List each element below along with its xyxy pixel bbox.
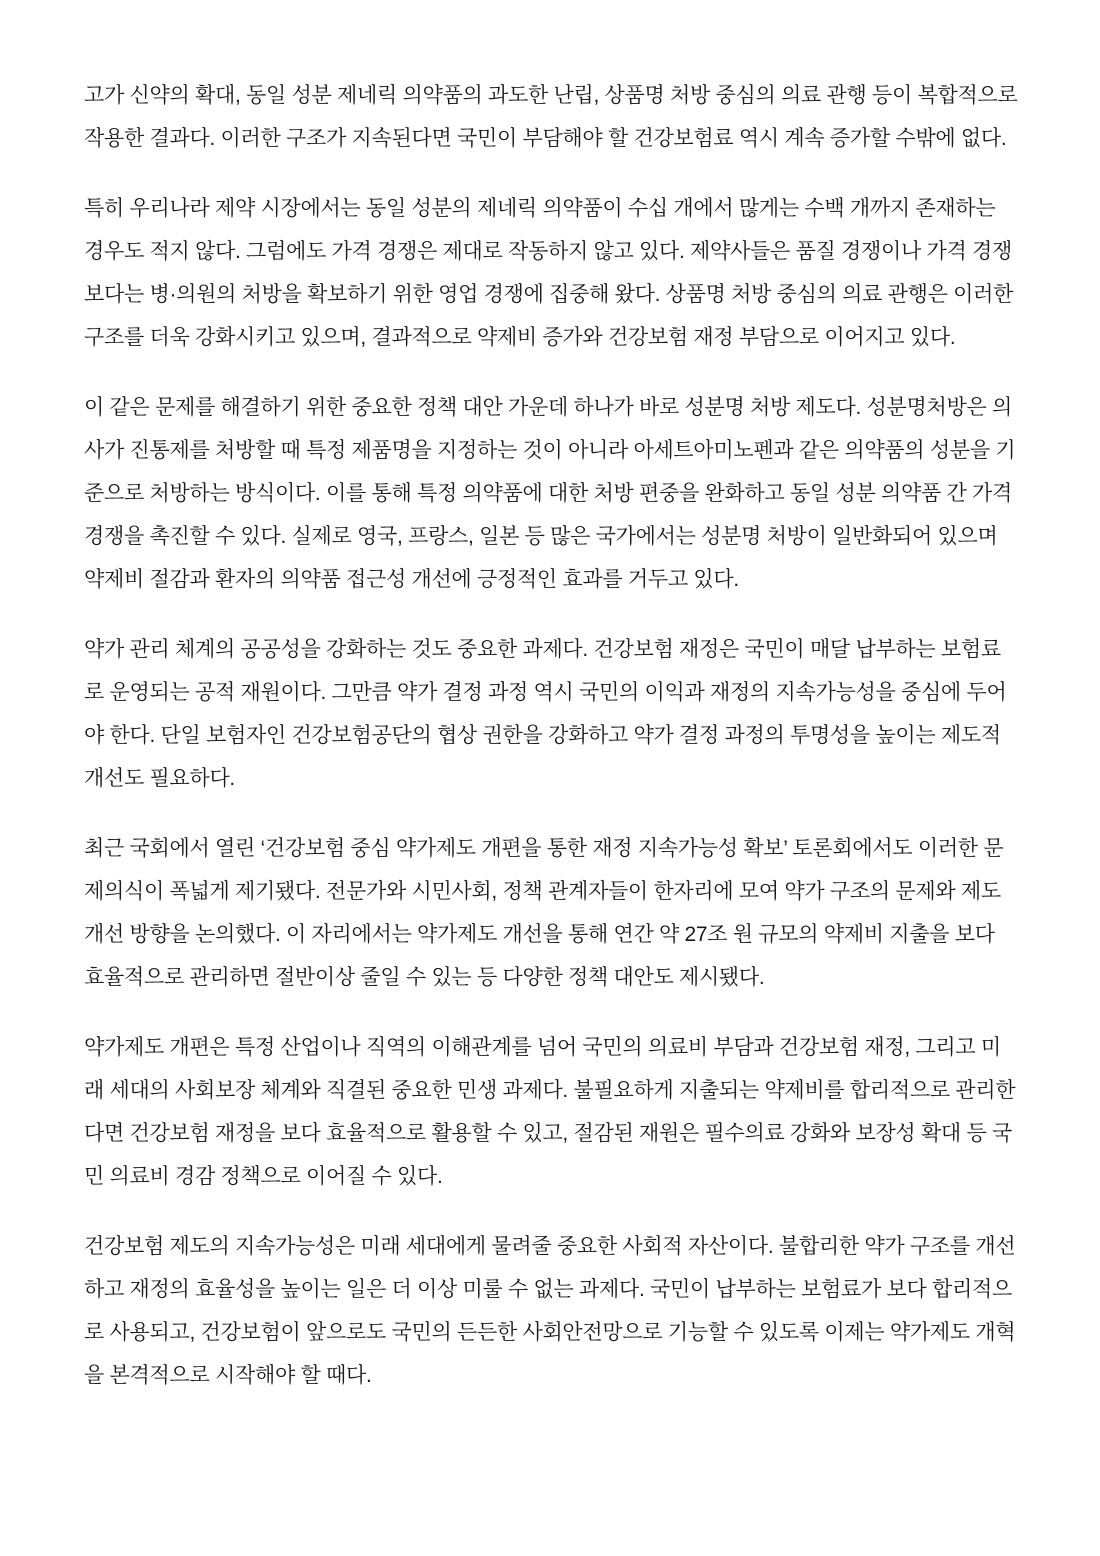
- paragraph-2: 특히 우리나라 제약 시장에서는 동일 성분의 제네릭 의약품이 수십 개에서 많게는 수백 개까지 존재하는 경우도 적지 않다. 그럼에도 가격 경쟁은 제대로 작동하지 않고 있다. 제약사들은 품질 경쟁이나 가격 경쟁보다는 병·의원의 처방을 확보하기 위한 영업 경쟁에 집중해 왔다. 상품명 처방 중심의 의료 관행은 이러한 구조를 더욱 강화시키고 있으며, 결과적으로 약제비 증가와 건강보험 재정 부담으로 이어지고 있다.: [84, 197, 1014, 349]
- paragraph-4: 약가 관리 체계의 공공성을 강화하는 것도 중요한 과제다. 건강보험 재정은 국민이 매달 납부하는 보험료로 운영되는 공적 재원이다. 그만큼 약가 결정 과정 역시 국민의 이익과 재정의 지속가능성을 중심에 두어야 한다. 단일 보험자인 건강보험공단의 협상 권한을 강화하고 약가 결정 과정의 투명성을 높이는 제도적 개선도 필요하다.: [84, 638, 1007, 790]
- paragraph-7: 건강보험 제도의 지속가능성은 미래 세대에게 물려줄 중요한 사회적 자산이다. 불합리한 약가 구조를 개선하고 재정의 효율성을 높이는 일은 더 이상 미룰 수 없는 과제다. 국민이 납부하는 보험료가 보다 합리적으로 사용되고, 건강보험이 앞으로도 국민의 든든한 사회안전망으로 기능할 수 있도록 이제는 약가제도 개혁을 본격적으로 시작해야 할 때다.: [84, 1235, 1016, 1387]
- paragraph-1: 고가 신약의 확대, 동일 성분 제네릭 의약품의 과도한 난립, 상품명 처방 중심의 의료 관행 등이 복합적으로 작용한 결과다. 이러한 구조가 지속된다면 국민이 부담해야 할 건강보험료 역시 계속 증가할 수밖에 없다.: [84, 84, 1018, 150]
- paragraph-3: 이 같은 문제를 해결하기 위한 중요한 정책 대안 가운데 하나가 바로 성분명 처방 제도다. 성분명처방은 의사가 진통제를 처방할 때 특정 제품명을 지정하는 것이 아니라 아세트아미노펜과 같은 의약품의 성분을 기준으로 처방하는 방식이다. 이를 통해 특정 의약품에 대한 처방 편중을 완화하고 동일 성분 의약품 간 가격 경쟁을 촉진할 수 있다. 실제로 영국, 프랑스, 일본 등 많은 국가에서는 성분명 처방이 일반화되어 있으며 약제비 절감과 환자의 의약품 접근성 개선에 긍정적인 효과를 거두고 있다.: [84, 396, 1016, 591]
- paragraph-6: 약가제도 개편은 특정 산업이나 직역의 이해관계를 넘어 국민의 의료비 부담과 건강보험 재정, 그리고 미래 세대의 사회보장 체계와 직결된 중요한 민생 과제다. 불필요하게 지출되는 약제비를 합리적으로 관리한다면 건강보험 재정을 보다 효율적으로 활용할 수 있고, 절감된 재원은 필수의료 강화와 보장성 확대 등 국민 의료비 경감 정책으로 이어질 수 있다.: [84, 1036, 1016, 1188]
- paragraph-5: 최근 국회에서 열린 ‘건강보험 중심 약가제도 개편을 통한 재정 지속가능성 확보’ 토론회에서도 이러한 문제의식이 폭넓게 제기됐다. 전문가와 시민사회, 정책 관계자들이 한자리에 모여 약가 구조의 문제와 제도 개선 방향을 논의했다. 이 자리에서는 약가제도 개선을 통해 연간 약 27조 원 규모의 약제비 지출을 보다 효율적으로 관리하면 절반이상 줄일 수 있는 등 다양한 정책 대안도 제시됐다.: [84, 837, 1004, 989]
